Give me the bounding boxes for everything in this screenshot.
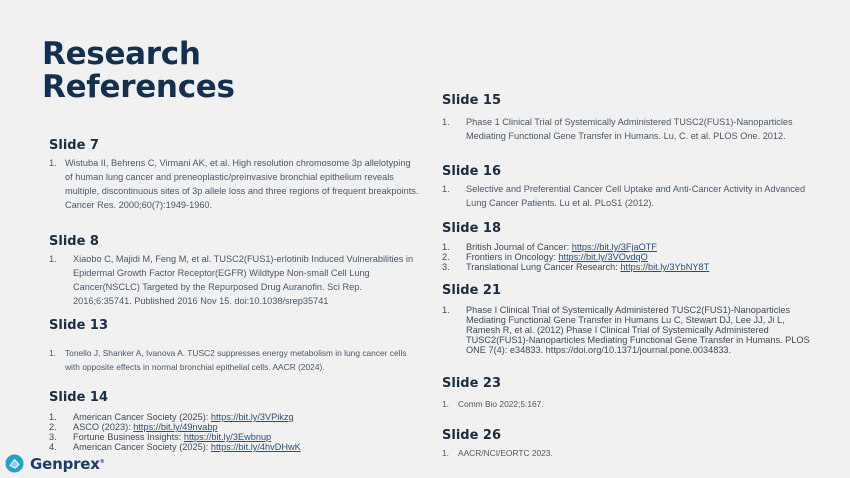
reference-link[interactable]: https://bit.ly/49nvabp <box>133 422 218 432</box>
page-title: Research References <box>42 36 235 105</box>
reference-item: 1. Xiaobo C, Majidi M, Feng M, et al. TUSC2(FUS1)-erlotinib Induced Vulnerabilities in Epidermal Growth Factor Receptor(EGFR) Wildtype Non-small Cell Lung Cancer(NSCLC) Targeted by the Repurposed Drug Auranofin. Sci Rep. 2016;6:35741. Published 2016 Nov 15. doi:10.1038/srep35741 <box>49 254 414 306</box>
section-heading: Slide 7 <box>49 138 99 153</box>
section-slide-8 <box>49 234 419 308</box>
reference-item: 3. Fortune Business Insights: https://bit.ly/3Ewbnup <box>49 432 272 442</box>
section-slide-18 <box>442 221 812 272</box>
reference-item: 4. American Cancer Society (2025): https://bit.ly/4hvDHwK <box>49 442 301 452</box>
section-slide-7 <box>49 138 419 212</box>
section-heading: Slide 14 <box>49 390 109 405</box>
section-heading: Slide 8 <box>49 234 99 249</box>
reference-item: 1. AACR/NCI/EORTC 2023. <box>442 448 553 458</box>
reference-link[interactable]: https://bit.ly/3VOvdqO <box>558 252 648 262</box>
section-heading: Slide 26 <box>442 428 502 443</box>
reference-item: 1. Comm Bio 2022;5:167. <box>442 399 544 409</box>
genprex-wordmark: Genprex® <box>30 454 105 473</box>
reference-item: 1. Wistuba II, Behrens C, Virmani AK, et al. High resolution chromosome 3p allelotyping of human lung cancer and preneoplastic/preinvasive bronchial epithelium reveals multiple, discontinuous sites of 3p allele loss and three regions of frequent breakpoints. Cancer Res. 2000;60(7):1949-1960. <box>49 158 419 210</box>
section-slide-26 <box>442 428 812 460</box>
section-heading: Slide 23 <box>442 376 502 391</box>
reference-link[interactable]: https://bit.ly/3FjaOTF <box>571 242 657 252</box>
reference-item: 1. Phase 1 Clinical Trial of Systemically Administered TUSC2(FUS1)-Nanoparticles Mediating Functional Gene Transfer in Humans. Lu, C. et al. PLOS One. 2012. <box>442 117 793 141</box>
genprex-logo <box>5 454 105 473</box>
reference-link[interactable]: https://bit.ly/3VPikzg <box>210 412 294 422</box>
section-heading: Slide 13 <box>49 318 109 333</box>
section-slide-23 <box>442 376 812 411</box>
section-slide-16 <box>442 164 812 210</box>
section-heading: Slide 21 <box>442 283 502 298</box>
section-heading: Slide 15 <box>442 93 502 108</box>
section-slide-14 <box>49 390 419 452</box>
section-heading: Slide 16 <box>442 164 502 179</box>
reference-item: 1. American Cancer Society (2025): https://bit.ly/3VPikzg <box>49 412 294 422</box>
genprex-logo-icon <box>5 454 24 473</box>
section-slide-13 <box>49 318 419 374</box>
reference-item: 1. British Journal of Cancer: https://bit.ly/3FjaOTF <box>442 242 657 252</box>
section-slide-21 <box>442 283 812 355</box>
reference-link[interactable]: https://bit.ly/3YbNY8T <box>620 262 710 272</box>
section-slide-15 <box>442 93 812 143</box>
reference-item: 1. Tonello J, Shanker A, Ivanova A. TUSC2 suppresses energy metabolism in lung cancer cells with opposite effects in normal bronchial epithelial cells. AACR (2024). <box>49 348 407 372</box>
reference-item: 2. ASCO (2023): https://bit.ly/49nvabp <box>49 422 218 432</box>
reference-item: 2. Frontiers in Oncology: https://bit.ly/3VOvdqO <box>442 252 648 262</box>
reference-item: 1. Phase I Clinical Trial of Systemically Administered TUSC2(FUS1)-Nanoparticles Mediating Functional Gene Transfer in Humans Lu C, Stewart DJ, Lee JJ, Ji L, Ramesh R, et al. (2012) Phase I Clinical Trial of Systemically Administered TUSC2(FUS1)-Nanoparticles Mediating Functional Gene Transfer in Humans. PLOS ONE 7(4): e34833. https://doi.org/10.1371/journal.pone.0034833. <box>442 305 810 355</box>
reference-item: 1. Selective and Preferential Cancer Cell Uptake and Anti-Cancer Activity in Advanced Lung Cancer Patients. Lu et al. PLoS1 (2012). <box>442 184 806 208</box>
reference-link[interactable]: https://bit.ly/3Ewbnup <box>183 432 272 442</box>
reference-link[interactable]: https://bit.ly/4hvDHwK <box>210 442 301 452</box>
reference-item: 3. Translational Lung Cancer Research: https://bit.ly/3YbNY8T <box>442 262 710 272</box>
section-heading: Slide 18 <box>442 221 502 236</box>
